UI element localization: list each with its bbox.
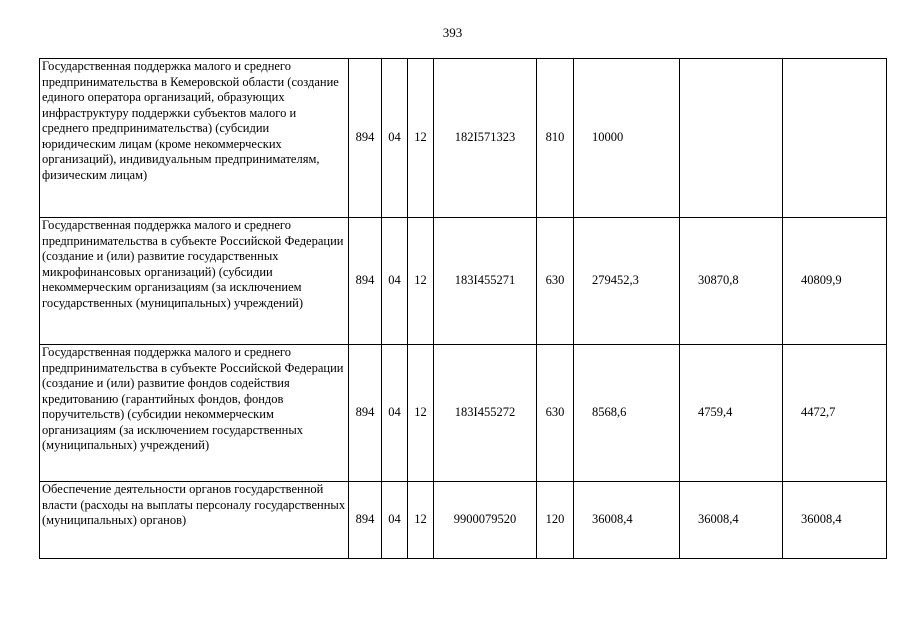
target-article-code: 9900079520 — [434, 482, 537, 559]
ministry-code: 894 — [349, 218, 382, 345]
amount-year-3: 40809,9 — [783, 218, 887, 345]
row-description: Обеспечение деятельности органов государственной власти (расходы на выплаты персоналу государственных (муниципальных) органов) — [40, 482, 349, 559]
table-row — [40, 218, 887, 345]
amount-year-2: 4759,4 — [680, 345, 783, 482]
subsection-code: 12 — [408, 482, 434, 559]
subsection-code: 12 — [408, 345, 434, 482]
table-row — [40, 345, 887, 482]
target-article-code: 183I455272 — [434, 345, 537, 482]
amount-year-1: 8568,6 — [574, 345, 680, 482]
section-code: 04 — [382, 59, 408, 218]
row-description: Государственная поддержка малого и среднего предпринимательства в субъекте Российской Федерации (создание и (или) развитие государственных микрофинансовых организаций) (субсидии некоммерческим организациям (за исключением государственных (муниципальных) учреждений) — [40, 218, 349, 345]
row-description: Государственная поддержка малого и среднего предпринимательства в субъекте Российской Федерации (создание и (или) развитие фондов содействия кредитованию (гарантийных фондов, фондов поручительств) (субсидии некоммерческим организациям (за исключением государственных (муниципальных) учреждений) — [40, 345, 349, 482]
subsection-code: 12 — [408, 218, 434, 345]
ministry-code: 894 — [349, 482, 382, 559]
expense-type-code: 630 — [537, 218, 574, 345]
amount-year-3: 36008,4 — [783, 482, 887, 559]
table-row — [40, 482, 887, 559]
amount-year-1: 36008,4 — [574, 482, 680, 559]
expense-type-code: 810 — [537, 59, 574, 218]
expense-type-code: 120 — [537, 482, 574, 559]
budget-table — [39, 58, 887, 559]
amount-year-3: 4472,7 — [783, 345, 887, 482]
section-code: 04 — [382, 482, 408, 559]
page-number: 393 — [442, 25, 463, 40]
section-code: 04 — [382, 218, 408, 345]
amount-year-2 — [680, 59, 783, 218]
amount-year-2: 30870,8 — [680, 218, 783, 345]
row-description: Государственная поддержка малого и среднего предпринимательства в Кемеровской области (создание единого оператора организаций, образующих инфраструктуру поддержки субъектов малого и среднего предпринимательства) (субсидии юридическим лицам (кроме некоммерческих организаций), индивидуальным предпринимателям, физическим лицам) — [40, 59, 349, 218]
expense-type-code: 630 — [537, 345, 574, 482]
amount-year-3 — [783, 59, 887, 218]
ministry-code: 894 — [349, 59, 382, 218]
amount-year-1: 279452,3 — [574, 218, 680, 345]
amount-year-2: 36008,4 — [680, 482, 783, 559]
section-code: 04 — [382, 345, 408, 482]
subsection-code: 12 — [408, 59, 434, 218]
target-article-code: 182I571323 — [434, 59, 537, 218]
ministry-code: 894 — [349, 345, 382, 482]
target-article-code: 183I455271 — [434, 218, 537, 345]
amount-year-1: 10000 — [574, 59, 680, 218]
table-row — [40, 59, 887, 218]
